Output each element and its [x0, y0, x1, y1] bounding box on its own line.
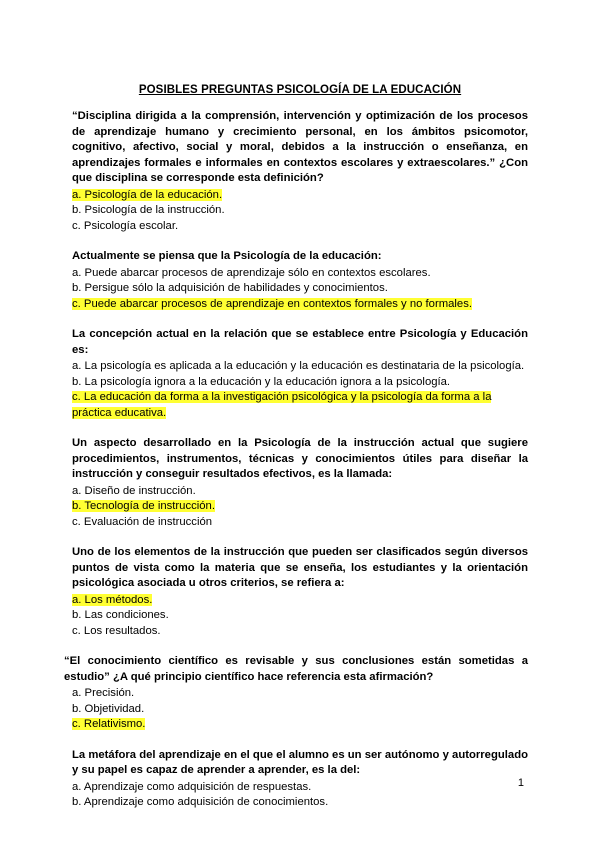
answer-option: [72, 390, 528, 421]
answer-option: [72, 593, 528, 609]
answer-option: c. Evaluación de instrucción: [72, 515, 213, 528]
highlighted-answer: c. Puede abarcar procesos de aprendizaje en contextos formales y no formales.: [72, 297, 473, 310]
answer-option: a. Diseño de instrucción.: [72, 484, 196, 497]
answer-option: [72, 188, 528, 204]
question-5: [72, 545, 528, 639]
question-stem: Uno de los elementos de la instrucción que pueden ser clasificados según diversos puntos de vista como la materia que se enseña, los estudiantes y la orientación psicológica asociada u otros criterios, se refiera a:: [72, 546, 528, 589]
answer-option: [72, 717, 528, 733]
answer-option: a. Puede abarcar procesos de aprendizaje sólo en contextos escolares.: [72, 266, 431, 279]
answer-option: b. Persigue sólo la adquisición de habilidades y conocimientos.: [72, 282, 388, 294]
answer-option: [72, 499, 528, 515]
question-2: [72, 249, 528, 312]
answer-option: b. La psicología ignora a la educación y la educación ignora a la psicología.: [72, 375, 451, 388]
answer-option: a. Aprendizaje como adquisición de respuestas.: [72, 780, 312, 793]
page-number: 1: [517, 777, 524, 789]
question-stem: Un aspecto desarrollado en la Psicología de la instrucción actual que sugiere procedimientos, instrumentos, técnicas y conocimientos útiles para diseñar la instrucción y conseguir resultados efectivos, es la llamada:: [72, 437, 528, 480]
answer-option: b. Aprendizaje como adquisición de conocimientos.: [72, 796, 329, 808]
question-1: [72, 109, 528, 234]
question-3: [72, 327, 528, 421]
question-stem: La metáfora del aprendizaje en el que el alumno es un ser autónomo y autorregulado y su papel es capaz de aprender a aprender, es la del:: [72, 748, 528, 776]
question-7: [72, 748, 528, 811]
highlighted-answer: c. La educación da forma a la investigación psicológica y la psicología da forma a la práctica educativa.: [72, 391, 492, 419]
answer-option: c. Psicología escolar.: [72, 219, 179, 232]
answer-option: a. La psicología es aplicada a la educación y la educación es destinataria de la psicología.: [72, 360, 525, 372]
question-stem: “Disciplina dirigida a la comprensión, intervención y optimización de los procesos de aprendizaje humano y crecimiento personal, en los ámbitos psicomotor, cognitivo, afectivo, social y moral, debidos a la instrucción o enseñanza, en aprendizajes formales e informales en contextos escolares y extraescolares.” ¿Con que disciplina se corresponde esta definición?: [72, 110, 528, 184]
answer-option: b. Psicología de la instrucción.: [72, 204, 225, 216]
document-page: [64, 84, 528, 826]
answer-option: b. Las condiciones.: [72, 609, 169, 621]
highlighted-answer: c. Relativismo.: [72, 718, 146, 730]
question-stem: Actualmente se piensa que la Psicología de la educación:: [72, 250, 382, 262]
highlighted-answer: a. Psicología de la educación.: [72, 188, 223, 201]
highlighted-answer: b. Tecnología de instrucción.: [72, 500, 215, 512]
question-stem: La concepción actual en la relación que se establece entre Psicología y Educación es:: [72, 328, 528, 356]
answer-option: a. Precisión.: [72, 687, 135, 699]
answer-option: c. Los resultados.: [72, 624, 161, 637]
question-6: [64, 654, 528, 733]
question-stem: “El conocimiento científico es revisable y sus conclusiones están sometidas a estudio” ¿A qué principio científico hace referencia esta afirmación?: [64, 655, 528, 683]
answer-option: b. Objetividad.: [72, 702, 145, 715]
document-title: POSIBLES PREGUNTAS PSICOLOGÍA DE LA EDUCACIÓN: [138, 84, 462, 96]
highlighted-answer: a. Los métodos.: [72, 593, 153, 606]
answer-option: [72, 297, 528, 313]
question-4: [72, 436, 528, 530]
